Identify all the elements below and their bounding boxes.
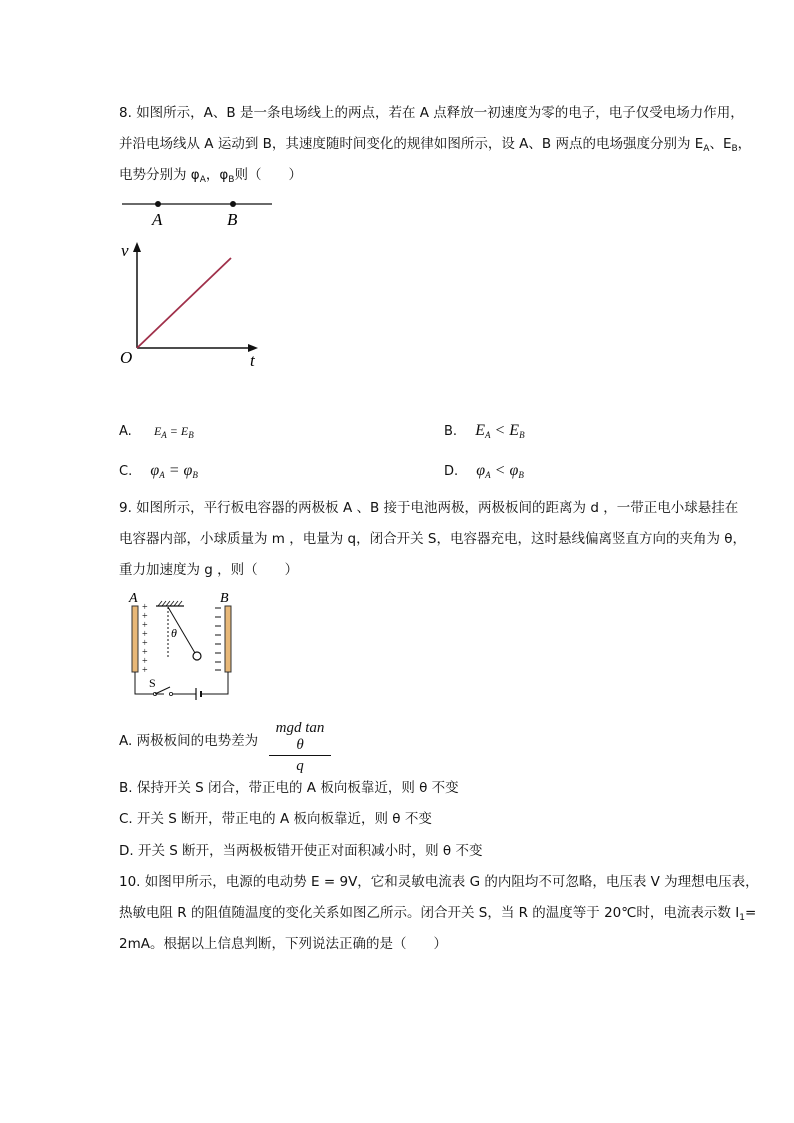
q8-option-d[interactable]: D. $\varphi_A < \varphi_B$ — [444, 462, 524, 480]
q9-option-b[interactable]: B. 保持开关 S 闭合，带正电的 A 板向板靠近，则 θ 不变 — [119, 780, 459, 796]
svg-text:+: + — [142, 656, 148, 667]
switch-label: S — [149, 676, 156, 690]
svg-text:+: + — [142, 638, 148, 649]
plate-b — [225, 606, 231, 672]
q8-field-line-figure — [118, 194, 278, 230]
q8-line-1: 8. 如图所示，A、B 是一条电场线上的两点，若在 A 点释放一初速度为零的电子，电子仅受电场力作用， — [119, 105, 744, 121]
point-a — [155, 201, 161, 207]
q9-option-a[interactable]: A. 两极板间的电势差为 — [119, 733, 259, 749]
svg-text:+: + — [142, 647, 148, 658]
minus-charges — [215, 608, 221, 670]
svg-text:+: + — [142, 629, 148, 640]
velocity-line — [137, 258, 231, 348]
svg-text:+: + — [142, 620, 148, 631]
q8-option-b[interactable]: B. $E_A < E_B$ — [444, 422, 525, 440]
q8-option-c[interactable]: C. $\varphi_A = \varphi_B$ — [119, 462, 198, 480]
q8-line-2: 并沿电场线从 A 运动到 B，其速度随时间变化的规律如图所示，设 A、B 两点的电场强度分别为 $E_A$、$E_B$， — [119, 136, 752, 154]
svg-text:+: + — [142, 611, 148, 622]
point-b — [230, 201, 236, 207]
svg-text:+: + — [142, 665, 148, 676]
q9-line-2: 电容器内部，小球质量为 m ，电量为 q，闭合开关 S，电容器充电，这时悬线偏离竖直方向的夹角为 θ， — [119, 531, 747, 547]
switch-lever — [155, 687, 170, 694]
q10-line-2: 热敏电阻 R 的阻值随温度的变化关系如图乙所示。闭合开关 S，当 R 的温度等于 20℃时，电流表示数 $I_1=$ — [119, 905, 757, 923]
q9-option-c[interactable]: C. 开关 S 断开，带正电的 A 板向板靠近，则 θ 不变 — [119, 811, 432, 827]
t-label: t — [250, 351, 255, 370]
q8-line-3: 电势分别为 $\varphi_A$，$\varphi_B$则（ ） — [119, 167, 302, 185]
q10-line-1: 10. 如图甲所示，电源的电动势 E = 9V，它和灵敏电流表 G 的内阻均不可忽略，电压表 V 为理想电压表， — [119, 874, 759, 890]
origin-label: O — [120, 348, 133, 367]
q9-option-a-fraction: mgd tan θ q — [269, 720, 331, 775]
plate-a — [132, 606, 138, 672]
q8-vt-graph — [115, 236, 275, 376]
switch-contact — [169, 692, 172, 695]
y-axis-arrow — [133, 242, 141, 252]
q8-option-a[interactable]: A. $E_A = E_B$ — [119, 424, 194, 440]
q9-capacitor-figure — [118, 590, 248, 702]
svg-text:+: + — [142, 602, 148, 613]
wire-right — [201, 672, 228, 694]
v-label: v — [121, 241, 129, 260]
q9-line-1: 9. 如图所示，平行板电容器的两极板 A 、B 接于电池两极，两极板间的距离为 d ，一带正电小球悬挂在 — [119, 500, 739, 516]
plus-charges — [142, 602, 148, 676]
label-a: A — [152, 210, 163, 229]
plate-a-label: A — [129, 591, 138, 606]
ceiling-hatch — [158, 601, 182, 606]
q9-option-d[interactable]: D. 开关 S 断开，当两极板错开使正对面积减小时，则 θ 不变 — [119, 843, 483, 859]
charged-ball — [193, 652, 201, 660]
q9-line-3: 重力加速度为 g ，则（ ） — [119, 562, 299, 578]
q10-line-3: 2mA。根据以上信息判断，下列说法正确的是（ ） — [119, 936, 447, 952]
theta-label: θ — [171, 626, 177, 640]
plate-b-label: B — [220, 591, 229, 606]
label-b: B — [227, 210, 238, 229]
